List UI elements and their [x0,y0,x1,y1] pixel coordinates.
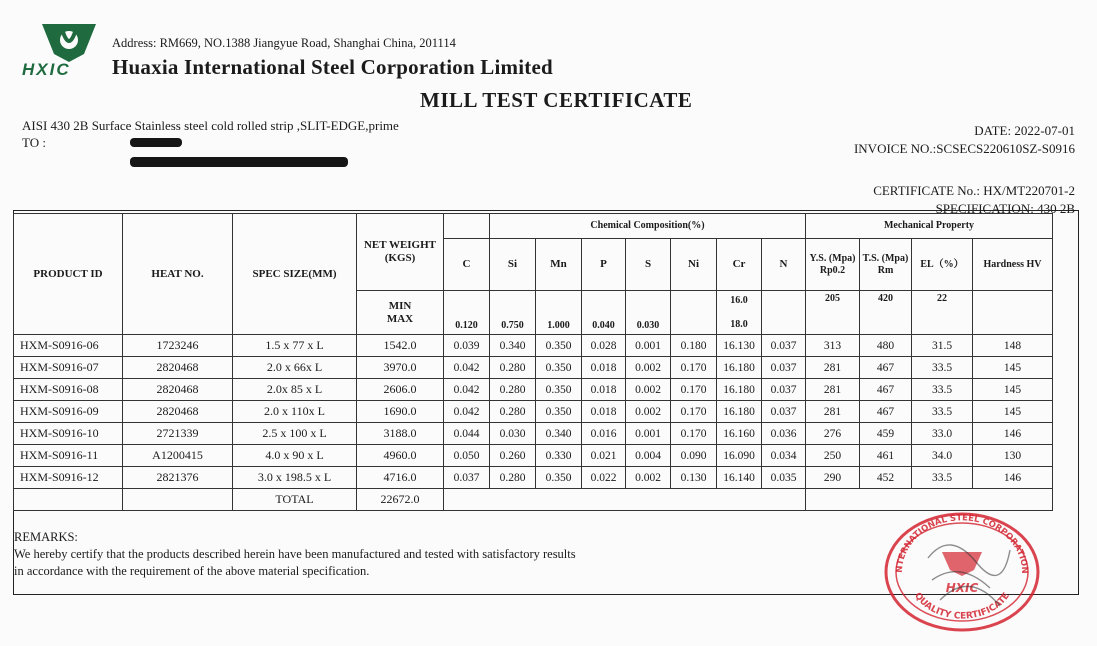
cell-el: 33.5 [912,379,973,401]
cell-spec-size: 2.0x 85 x L [233,379,357,401]
cell-si: 0.280 [490,357,536,379]
table-row [14,335,1053,357]
table-row [14,357,1053,379]
table-row [14,379,1053,401]
header-hardness: Hardness HV [973,239,1053,291]
cell-ys: 313 [806,335,860,357]
cell-heat-no: 2721339 [123,423,233,445]
svg-text:QUALITY CERTIFICATE [912,591,1012,622]
total-blank-1 [14,489,123,511]
total-value: 22672.0 [357,489,444,511]
cell-mn: 0.350 [536,379,582,401]
cell-ni: 0.170 [671,401,717,423]
cell-ts: 467 [860,401,912,423]
limit-cr-min: 16.0 [730,294,748,306]
cell-c: 0.042 [444,379,490,401]
total-label: TOTAL [233,489,357,511]
cell-cr: 16.180 [717,379,762,401]
cell-si: 0.280 [490,379,536,401]
cell-cr: 16.180 [717,357,762,379]
cell-mn: 0.350 [536,467,582,489]
header-blank-c [444,214,490,239]
remarks-line-1: We hereby certify that the products described herein have been manufactured and tested with satisfactory results [14,547,576,561]
table-row [14,401,1053,423]
remarks-line-2: in accordance with the requirement of the above material specification. [14,564,370,578]
cell-product-id: HXM-S0916-10 [14,423,123,445]
cell-s: 0.004 [626,445,671,467]
cell-hardness: 148 [973,335,1053,357]
table-row [14,445,1053,467]
cell-product-id: HXM-S0916-08 [14,379,123,401]
cell-heat-no: 2820468 [123,357,233,379]
cell-spec-size: 1.5 x 77 x L [233,335,357,357]
header-element-s: S [626,239,671,291]
header-element-si: Si [490,239,536,291]
cell-ys: 281 [806,379,860,401]
cell-n: 0.036 [762,423,806,445]
limit-ts: 420 [860,291,912,335]
redacted-recipient-address [130,157,348,167]
limit-cr [717,291,762,335]
limit-ys: 205 [806,291,860,335]
cell-net-weight: 1542.0 [357,335,444,357]
cell-mn: 0.330 [536,445,582,467]
certificate-date: DATE: 2022-07-01 [974,123,1075,138]
cell-n: 0.034 [762,445,806,467]
cell-si: 0.030 [490,423,536,445]
cell-el: 33.5 [912,357,973,379]
cell-si: 0.340 [490,335,536,357]
cell-el: 33.5 [912,401,973,423]
specification: SPECIFICATION: 430 2B [935,201,1075,216]
cell-mn: 0.340 [536,423,582,445]
cell-s: 0.002 [626,357,671,379]
cell-cr: 16.140 [717,467,762,489]
cell-el: 33.0 [912,423,973,445]
product-description: AISI 430 2B Surface Stainless steel cold rolled strip ,SLIT-EDGE,prime [22,118,399,133]
header-element-cr: Cr [717,239,762,291]
cell-s: 0.002 [626,467,671,489]
cell-net-weight: 3970.0 [357,357,444,379]
total-blank-chem [444,489,806,511]
header-element-p: P [582,239,626,291]
cell-net-weight: 4960.0 [357,445,444,467]
document-title: MILL TEST CERTIFICATE [420,88,693,112]
cell-c: 0.044 [444,423,490,445]
company-name: Huaxia International Steel Corporation Limited [112,55,553,79]
stamp-center-text: HXIC [945,581,979,595]
cell-cr: 16.160 [717,423,762,445]
cell-n: 0.035 [762,467,806,489]
cell-product-id: HXM-S0916-06 [14,335,123,357]
cell-mn: 0.350 [536,401,582,423]
header-product-id: PRODUCT ID [14,214,123,335]
cell-net-weight: 3188.0 [357,423,444,445]
cell-ni: 0.170 [671,357,717,379]
cell-heat-no: 2820468 [123,379,233,401]
cell-heat-no: A1200415 [123,445,233,467]
limit-si: 0.750 [490,291,536,335]
limit-el: 22 [912,291,973,335]
cell-spec-size: 3.0 x 198.5 x L [233,467,357,489]
limit-hardness [973,291,1053,335]
cell-hardness: 145 [973,401,1053,423]
cell-mn: 0.350 [536,357,582,379]
limit-mn: 1.000 [536,291,582,335]
limit-p: 0.040 [582,291,626,335]
cell-heat-no: 2820468 [123,401,233,423]
remarks-section [14,529,576,580]
table-row [14,423,1053,445]
cell-spec-size: 2.0 x 66x L [233,357,357,379]
cell-heat-no: 1723246 [123,335,233,357]
total-blank-2 [123,489,233,511]
cell-s: 0.001 [626,335,671,357]
cell-product-id: HXM-S0916-11 [14,445,123,467]
quality-certificate-stamp [880,510,1045,634]
cell-mn: 0.350 [536,335,582,357]
header-element-n: N [762,239,806,291]
cell-p: 0.022 [582,467,626,489]
cell-p: 0.028 [582,335,626,357]
cell-p: 0.018 [582,401,626,423]
header-elongation: EL（%） [912,239,973,291]
cell-si: 0.260 [490,445,536,467]
limit-c: 0.120 [444,291,490,335]
limit-s: 0.030 [626,291,671,335]
cell-ts: 459 [860,423,912,445]
cell-n: 0.037 [762,401,806,423]
cell-n: 0.037 [762,379,806,401]
cell-heat-no: 2821376 [123,467,233,489]
table-body [14,335,1053,489]
cell-ni: 0.170 [671,379,717,401]
cell-spec-size: 4.0 x 90 x L [233,445,357,467]
cell-c: 0.050 [444,445,490,467]
cell-cr: 16.180 [717,401,762,423]
cell-product-id: HXM-S0916-09 [14,401,123,423]
cell-s: 0.002 [626,401,671,423]
cell-p: 0.018 [582,357,626,379]
limit-ni [671,291,717,335]
logo-text: HXIC [22,60,71,79]
header-spec-size: SPEC SIZE(MM) [233,214,357,335]
cell-ys: 276 [806,423,860,445]
cell-hardness: 130 [973,445,1053,467]
cell-ys: 290 [806,467,860,489]
cell-el: 31.5 [912,335,973,357]
cell-p: 0.021 [582,445,626,467]
limit-n [762,291,806,335]
stamp-bottom-text: QUALITY CERTIFICATE [912,591,1012,622]
cell-spec-size: 2.5 x 100 x L [233,423,357,445]
header-yield-strength: Y.S. (Mpa) Rp0.2 [806,239,860,291]
table-row [14,467,1053,489]
cell-ts: 467 [860,357,912,379]
cell-c: 0.042 [444,357,490,379]
header-element-c: C [444,239,490,291]
cell-p: 0.018 [582,379,626,401]
cell-c: 0.037 [444,467,490,489]
header-tensile-strength: T.S. (Mpa) Rm [860,239,912,291]
cell-hardness: 146 [973,423,1053,445]
limit-cr-max: 18.0 [730,318,748,330]
total-blank-mech [806,489,1053,511]
cell-ts: 480 [860,335,912,357]
redacted-recipient-name [130,138,182,147]
cell-net-weight: 4716.0 [357,467,444,489]
signature-scribble [928,545,1010,606]
cell-product-id: HXM-S0916-12 [14,467,123,489]
cell-hardness: 146 [973,467,1053,489]
company-address: Address: RM669, NO.1388 Jiangyue Road, Shanghai China, 201114 [112,36,456,50]
header-net-weight: NET WEIGHT (KGS) [357,214,444,291]
cell-n: 0.037 [762,335,806,357]
cell-ts: 452 [860,467,912,489]
cell-ys: 281 [806,401,860,423]
cell-c: 0.039 [444,335,490,357]
cell-n: 0.037 [762,357,806,379]
cell-ni: 0.090 [671,445,717,467]
cell-c: 0.042 [444,401,490,423]
cell-ni: 0.180 [671,335,717,357]
cell-spec-size: 2.0 x 110x L [233,401,357,423]
header-element-ni: Ni [671,239,717,291]
invoice-number: INVOICE NO.:SCSECS220610SZ-S0916 [853,141,1075,156]
cell-cr: 16.130 [717,335,762,357]
to-label: TO : [22,135,46,150]
company-logo [22,20,104,79]
cell-ys: 250 [806,445,860,467]
cell-ni: 0.170 [671,423,717,445]
cell-si: 0.280 [490,467,536,489]
cell-p: 0.016 [582,423,626,445]
certificate-number: CERTIFICATE No.: HX/MT220701-2 [873,183,1075,198]
cell-si: 0.280 [490,401,536,423]
cell-net-weight: 1690.0 [357,401,444,423]
cell-hardness: 145 [973,379,1053,401]
cell-ts: 461 [860,445,912,467]
header-min-max: MIN MAX [357,291,444,335]
cell-cr: 16.090 [717,445,762,467]
remarks-label: REMARKS: [14,530,78,544]
cell-hardness: 145 [973,357,1053,379]
header-heat-no: HEAT NO. [123,214,233,335]
cell-s: 0.002 [626,379,671,401]
stamp-top-text: NTERNATIONAL STEEL CORPORATION [894,513,1030,574]
cell-product-id: HXM-S0916-07 [14,357,123,379]
header-mechanical-property: Mechanical Property [806,214,1053,239]
cell-ni: 0.130 [671,467,717,489]
cell-el: 34.0 [912,445,973,467]
cell-ys: 281 [806,357,860,379]
cell-net-weight: 2606.0 [357,379,444,401]
cell-s: 0.001 [626,423,671,445]
header-chemical-composition: Chemical Composition(%) [490,214,806,239]
cell-el: 33.5 [912,467,973,489]
cell-ts: 467 [860,379,912,401]
mill-test-table [13,213,1053,511]
header-element-mn: Mn [536,239,582,291]
